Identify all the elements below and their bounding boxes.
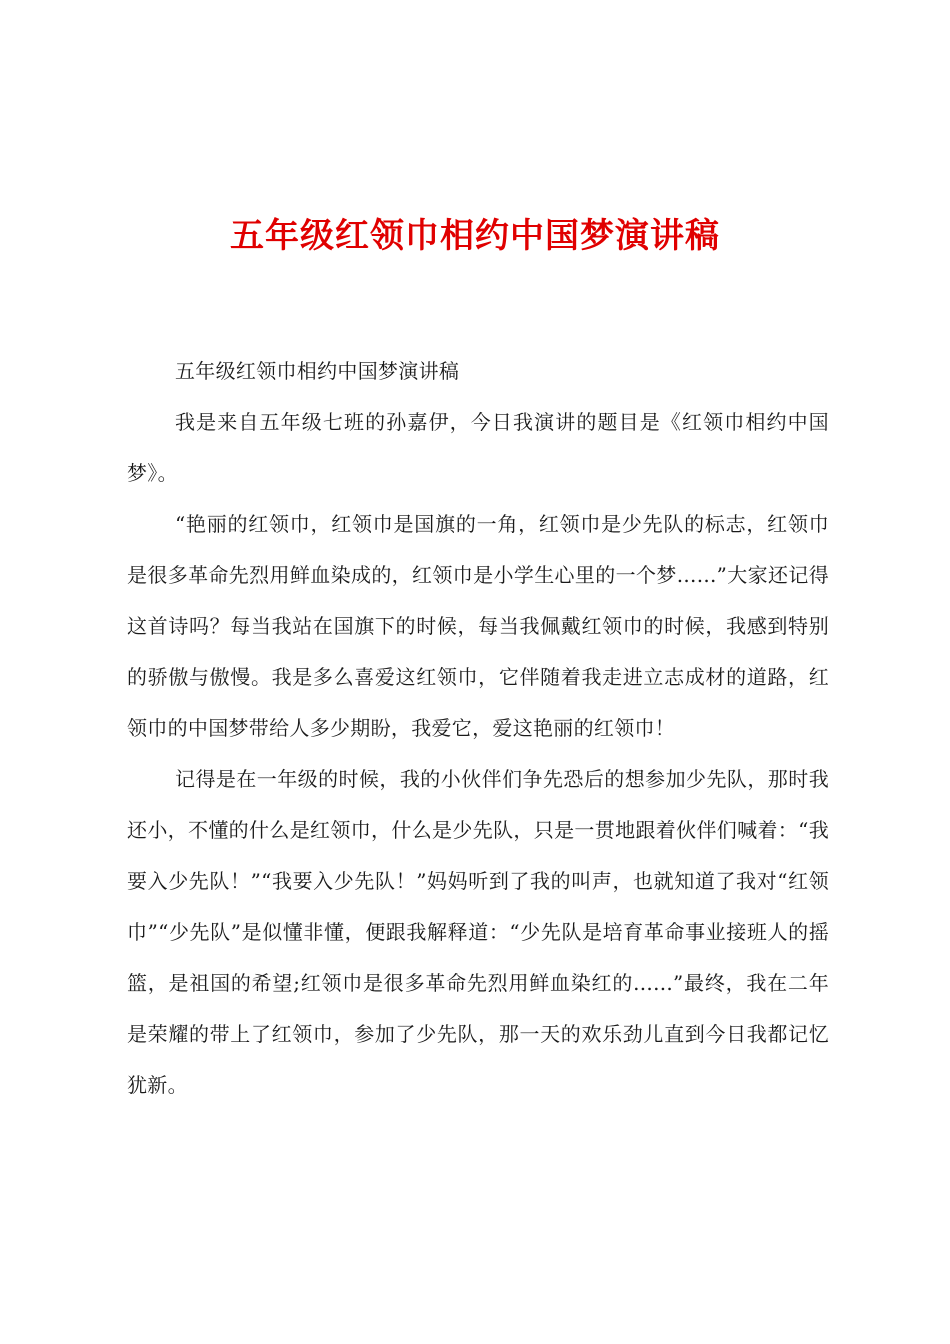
paragraph-memory: 记得是在一年级的时候，我的小伙伴们争先恐后的想参加少先队，那时我还小，不懂的什么是红领巾，什么是少先队，只是一贯地跟着伙伴们喊着：“我要入少先队！”“我要入少先队！”妈妈听到了我的叫声，也就知道了我对“红领巾”“少先队”是似懂非懂，便跟我解释道：“少先队是培育革命事业接班人的摇篮，是祖国的希望;红领巾是很多革命先烈用鲜血染红的......”最终，我在二年是荣耀的带上了红领巾，参加了少先队，那一天的欢乐劲儿直到今日我都记忆犹新。 xyxy=(127,767,829,1097)
paragraph-poem: “艳丽的红领巾，红领巾是国旗的一角，红领巾是少先队的标志，红领巾是很多革命先烈用鲜血染成的，红领巾是小学生心里的一个梦......”大家还记得这首诗吗？每当我站在国旗下的时候，每当我佩戴红领巾的时候，我感到特别的骄傲与傲慢。我是多么喜爱这红领巾，它伴随着我走进立志成材的道路，红领巾的中国梦带给人多少期盼，我爱它，爱这艳丽的红领巾！ xyxy=(127,512,829,740)
document-body xyxy=(127,346,829,1111)
paragraph-subtitle: 五年级红领巾相约中国梦演讲稿 xyxy=(175,359,460,383)
document-title: 五年级红领巾相约中国梦演讲稿 xyxy=(230,216,720,256)
paragraph-intro: 我是来自五年级七班的孙嘉伊，今日我演讲的题目是《红领巾相约中国梦》。 xyxy=(127,410,829,485)
